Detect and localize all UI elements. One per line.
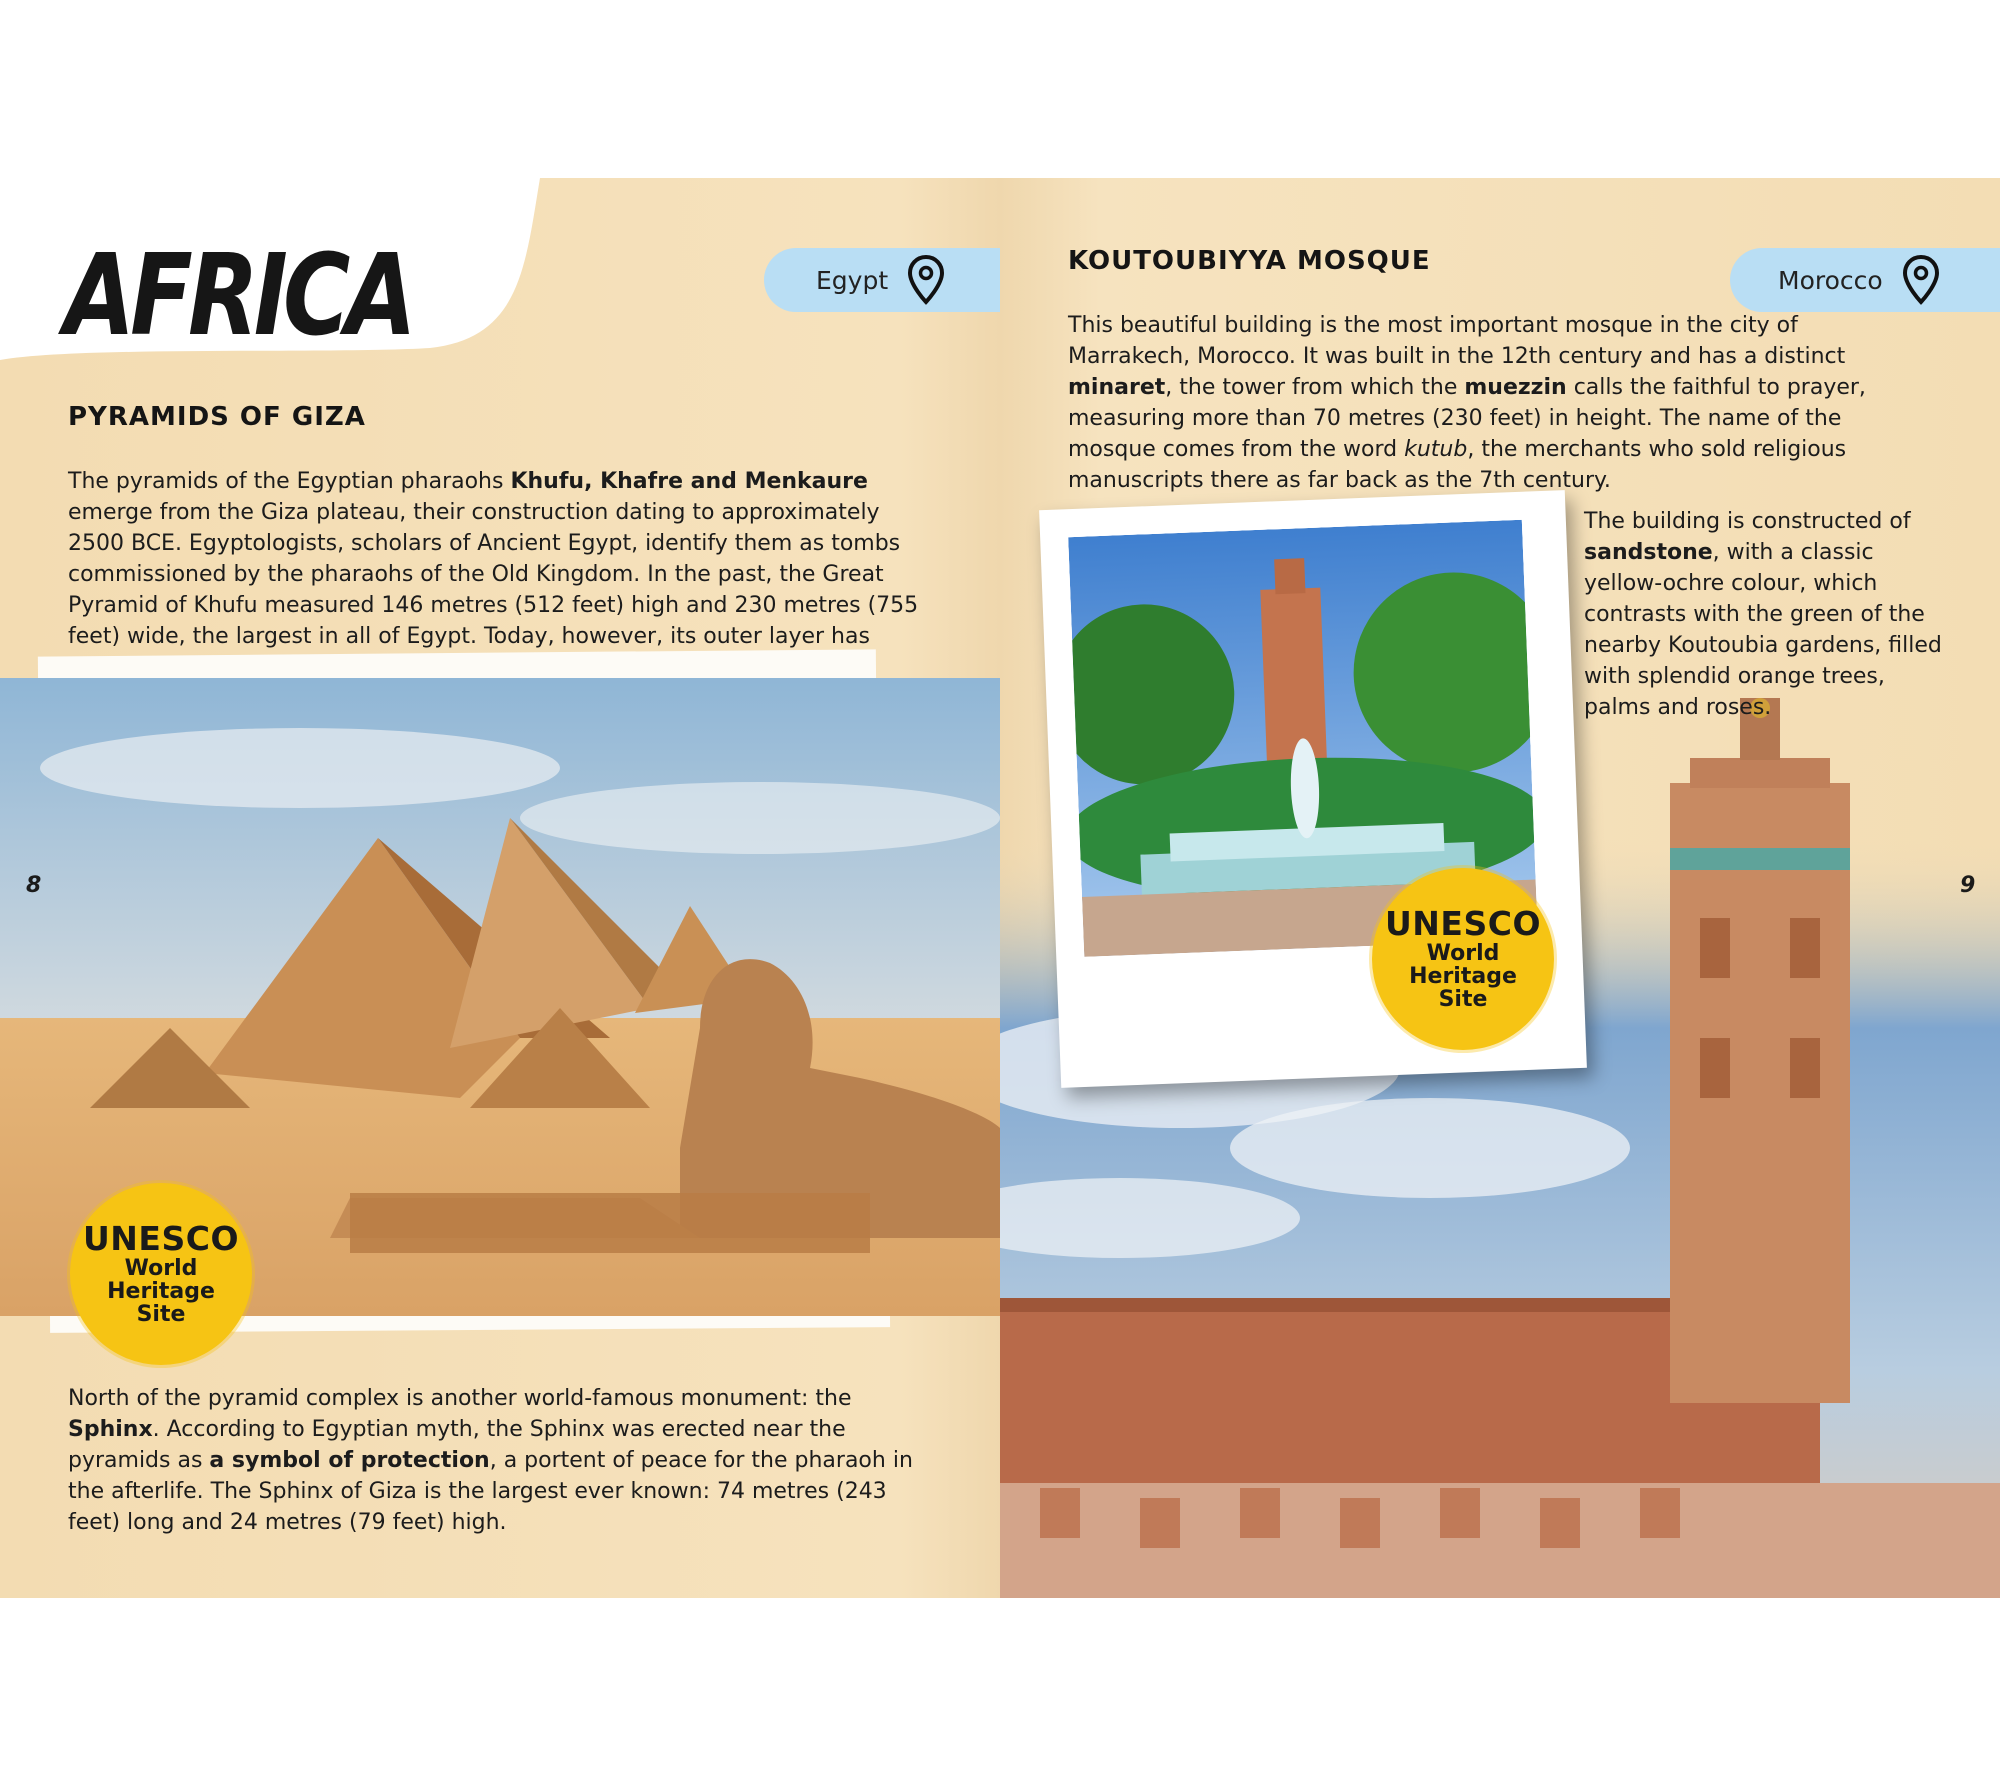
text-run: , a portent of peace for the pharaoh in the afterlife. The Sphinx of Giza is the largest ever known: 74 metres (243 feet) long and 24 metres (79 feet) high.	[68, 1448, 913, 1535]
bold-text-run: a symbol of protection	[209, 1448, 490, 1473]
text-run: North of the pyramid complex is another world-famous monument: the	[68, 1386, 852, 1411]
unesco-badge-right	[1372, 868, 1554, 1050]
text-run: This beautiful building is the most important mosque in the city of Marrakech, Morocco. It was built in the 12th century and has a distinct	[1068, 313, 1846, 369]
badge-line: UNESCO	[83, 1219, 239, 1259]
location-tag-label: Morocco	[1778, 265, 1883, 295]
page-number-right: 9	[1960, 873, 1976, 898]
text-run: , the tower from which the	[1165, 375, 1465, 400]
badge-line: Heritage	[107, 1278, 215, 1304]
location-tag-label: Egypt	[816, 265, 889, 295]
bold-text-run: sandstone	[1584, 540, 1713, 565]
italic-text-run: kutub	[1404, 437, 1468, 462]
badge-line: Site	[1438, 986, 1488, 1012]
text-run: The pyramids of the Egyptian pharaohs	[68, 469, 511, 494]
unesco-badge-left	[70, 1183, 252, 1365]
text-run: . According to Egyptian myth, the Sphinx was erected near the pyramids as	[68, 1417, 846, 1473]
text-run: emerge from the Giza plateau, their construction dating to approximately 2500 BCE. Egyptologists, scholars of Ancient Egypt, identify them as tombs commissioned by the pharaohs of the Old Kingdom. In the past, the Great Pyramid of Khufu measured 146 metres (512 feet) high and 230 metres (755 feet) wide, the largest in all of Egypt. Today, however, its outer layer has	[68, 500, 919, 649]
location-tag-egypt	[764, 248, 1000, 312]
map-pin-icon	[906, 254, 946, 306]
map-pin-icon	[1901, 254, 1941, 306]
text-run: , the merchants who sold religious manuscripts there as far back as the 7th century.	[1068, 437, 1847, 493]
koutoubiyya-paragraph	[1068, 310, 1908, 496]
badge-line: Site	[136, 1301, 186, 1327]
text-run: , with a classic yellow-ochre colour, which contrasts with the green of the nearby Koutoubia gardens, filled with splendid orange trees, palms and roses.	[1584, 540, 1942, 720]
sphinx-paragraph	[68, 1383, 928, 1538]
badge-line: World	[124, 1255, 198, 1281]
badge-line: Heritage	[1409, 963, 1517, 989]
section-heading-pyramids: PYRAMIDS OF GIZA	[68, 402, 366, 432]
book-spread	[0, 178, 2000, 1598]
page-title: AFRICA	[64, 231, 412, 361]
bold-text-run: muezzin	[1464, 375, 1567, 400]
text-run: The building is constructed of	[1584, 509, 1911, 534]
badge-line: World	[1426, 940, 1500, 966]
location-tag-morocco	[1730, 248, 2000, 312]
badge-line: UNESCO	[1385, 904, 1541, 944]
bold-text-run: Sphinx	[68, 1417, 153, 1442]
bold-text-run: minaret	[1068, 375, 1166, 400]
sandstone-paragraph	[1584, 506, 1954, 723]
text-run: calls the faithful to prayer, measuring more than 70 metres (230 feet) in height. The name of the mosque comes from the word	[1068, 375, 1866, 462]
bold-text-run: Khufu, Khafre and Menkaure	[510, 469, 868, 494]
section-heading-koutoubiyya: KOUTOUBIYYA MOSQUE	[1068, 246, 1431, 276]
page-number-left: 8	[26, 873, 42, 898]
